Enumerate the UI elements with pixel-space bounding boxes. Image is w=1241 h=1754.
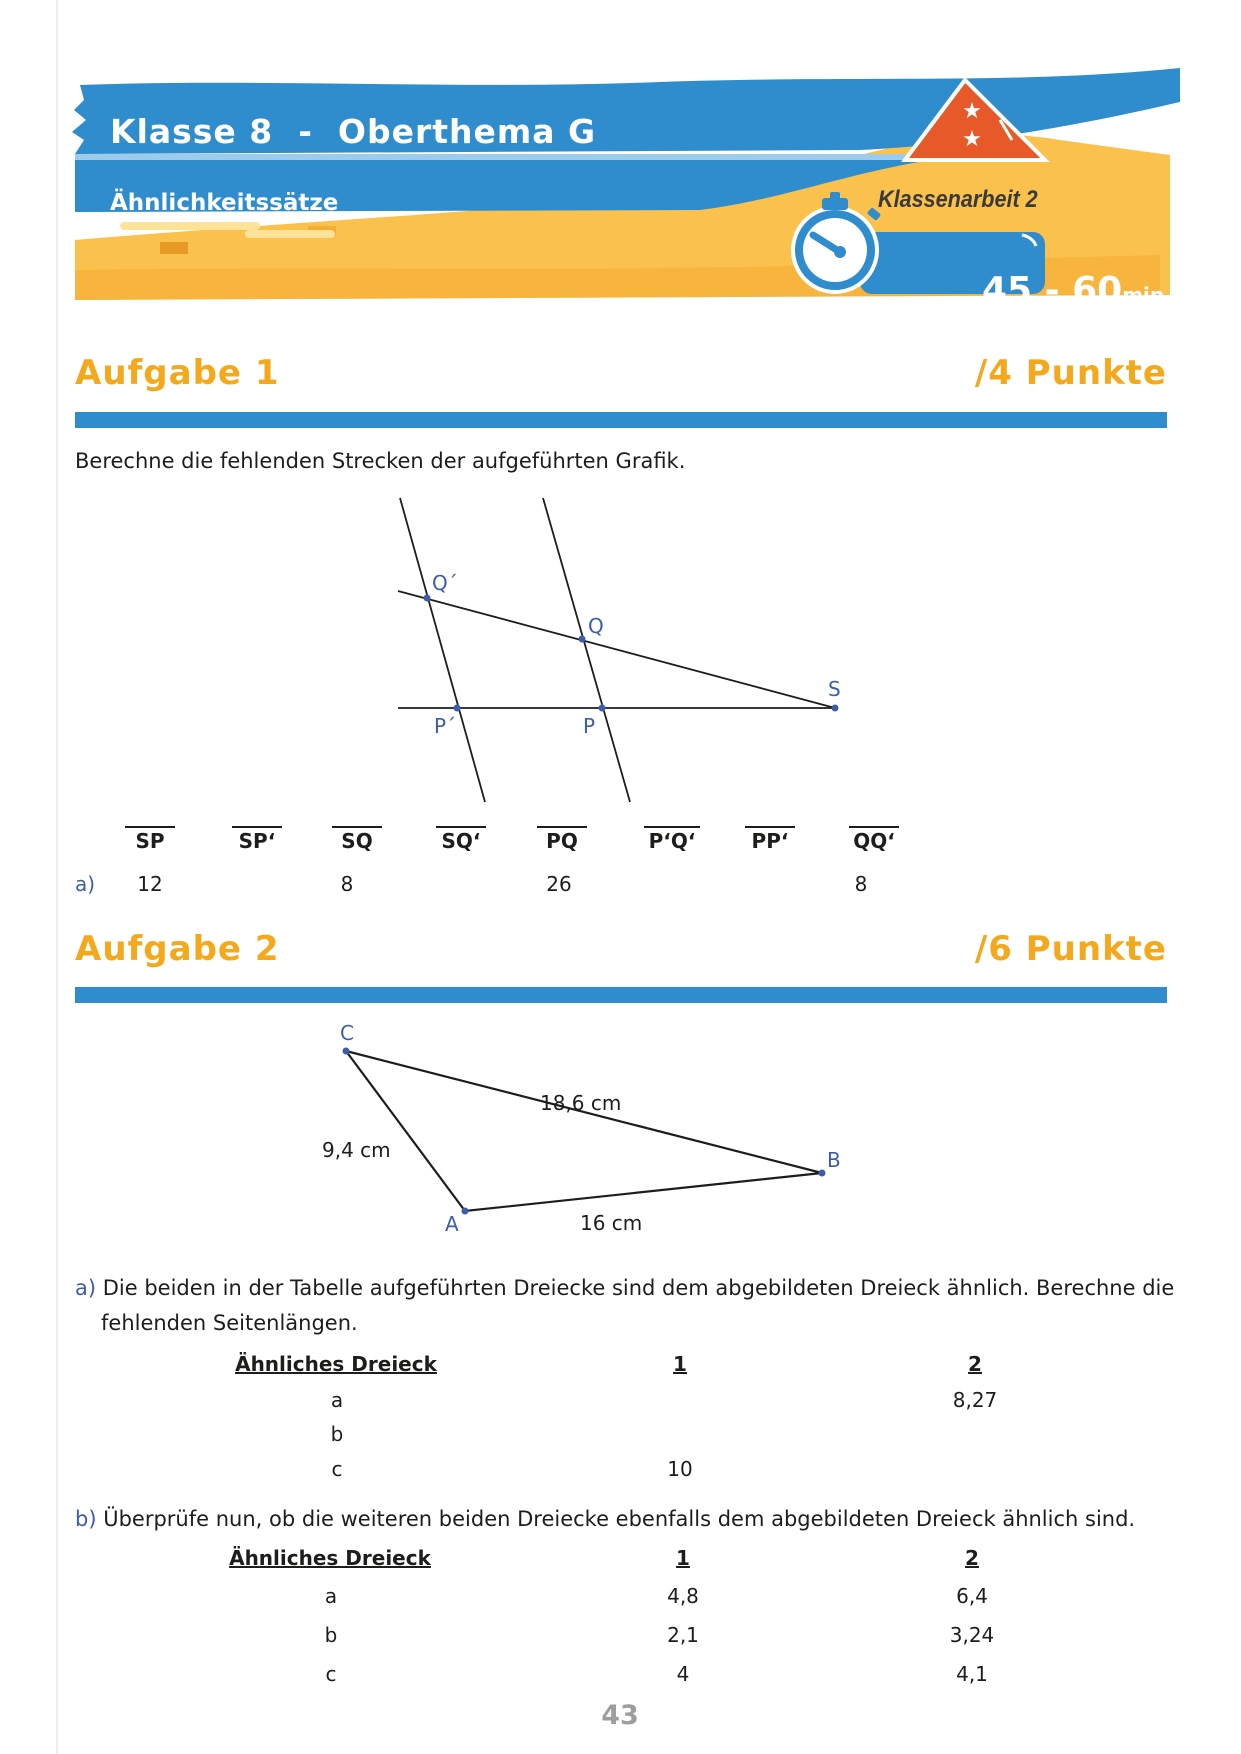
value-qq-prime: 8 [854,872,868,896]
table-b-header-1: 1 [676,1546,690,1570]
vertex-b: B [827,1148,841,1172]
task2a-text-line1 [75,1276,1174,1300]
time-range [982,270,1164,311]
page-margin-line [56,0,58,1754]
task1-divider [75,412,1167,428]
label-q-prime: Q´ [432,571,458,595]
label-q: Q [588,614,604,638]
task1-points: /4 Punkte [974,353,1167,393]
task1-instruction: Berechne die fehlenden Strecken der aufgeführten Grafik. [75,449,686,473]
task2b-text [75,1507,1135,1531]
task2a-marker: a) [75,1276,97,1300]
table-b-row-b-label: b [324,1623,338,1647]
task2a-instruction: Die beiden in der Tabelle aufgeführten Dreiecke sind dem abgebildeten Dreieck ähnlich. Berechne die [102,1276,1175,1300]
side-cb-label: 18,6 cm [540,1091,622,1115]
table-b-row-c-label: c [325,1662,337,1686]
side-ab-label: 16 cm [580,1211,643,1235]
table-b-row-c-1: 4 [676,1662,690,1686]
table-b-row-c-2: 4,1 [956,1662,988,1686]
task2-heading: Aufgabe 2 [75,929,280,969]
time-value: 45 - 60 [982,270,1123,311]
task2b-marker: b) [75,1507,97,1531]
value-pq: 26 [546,872,572,896]
header-pq: PQ [537,826,587,853]
exam-label: Klassenarbeit 2 [878,186,1038,213]
task2-triangle [300,1020,860,1240]
vertex-c: C [340,1021,354,1045]
header-sq-prime: SQ‘ [436,826,486,853]
table-a-header-2: 2 [968,1352,982,1376]
task2a-text-line2: fehlenden Seitenlängen. [101,1311,358,1335]
table-b-row-b-2: 3,24 [949,1623,995,1647]
svg-text:★: ★ [962,127,982,152]
header-title: Klasse 8 - Oberthema G [110,112,597,151]
header-qq-prime: QQ‘ [849,826,899,853]
task1-heading: Aufgabe 1 [75,353,280,393]
value-sq: 8 [340,872,354,896]
label-p-prime: P´ [434,714,457,738]
task1-row-label: a) [75,872,96,896]
label-s: S [828,677,841,701]
header-sp: SP [125,826,175,853]
value-sp: 12 [137,872,163,896]
task2b-instruction: Überprüfe nun, ob die weiteren beiden Dreiecke ebenfalls dem abgebildeten Dreieck ähnlich sind. [103,1507,1136,1531]
table-a-row-c-label: c [331,1457,343,1481]
table-b-header-label: Ähnliches Dreieck [229,1546,431,1570]
header-sp-prime: SP‘ [232,826,282,853]
table-b-row-a-label: a [324,1584,338,1608]
time-unit: min [1122,283,1165,307]
table-a-header-label: Ähnliches Dreieck [235,1352,437,1376]
table-a-row-b-label: b [330,1422,344,1446]
table-a-row-a-2: 8,27 [952,1388,998,1412]
table-a-row-a-label: a [330,1388,344,1412]
table-b-row-a-1: 4,8 [667,1584,699,1608]
vertex-a: A [445,1212,459,1236]
header-sq: SQ [332,826,382,853]
label-p: P [583,714,596,738]
task2-divider [75,987,1167,1003]
page-number: 43 [601,1700,639,1731]
header-subtitle: Ähnlichkeitssätze [110,190,339,216]
table-b-row-a-2: 6,4 [956,1584,988,1608]
table-a-row-c-1: 10 [667,1457,693,1481]
svg-text:★: ★ [962,99,982,124]
task2-points: /6 Punkte [974,929,1167,969]
header-pq-prime: P‘Q‘ [644,826,700,853]
side-ac-label: 9,4 cm [322,1138,391,1162]
task1-figure [380,490,860,810]
table-b-row-b-1: 2,1 [667,1623,699,1647]
table-b-header-2: 2 [965,1546,979,1570]
header-pp-prime: PP‘ [745,826,795,853]
table-a-header-1: 1 [673,1352,687,1376]
